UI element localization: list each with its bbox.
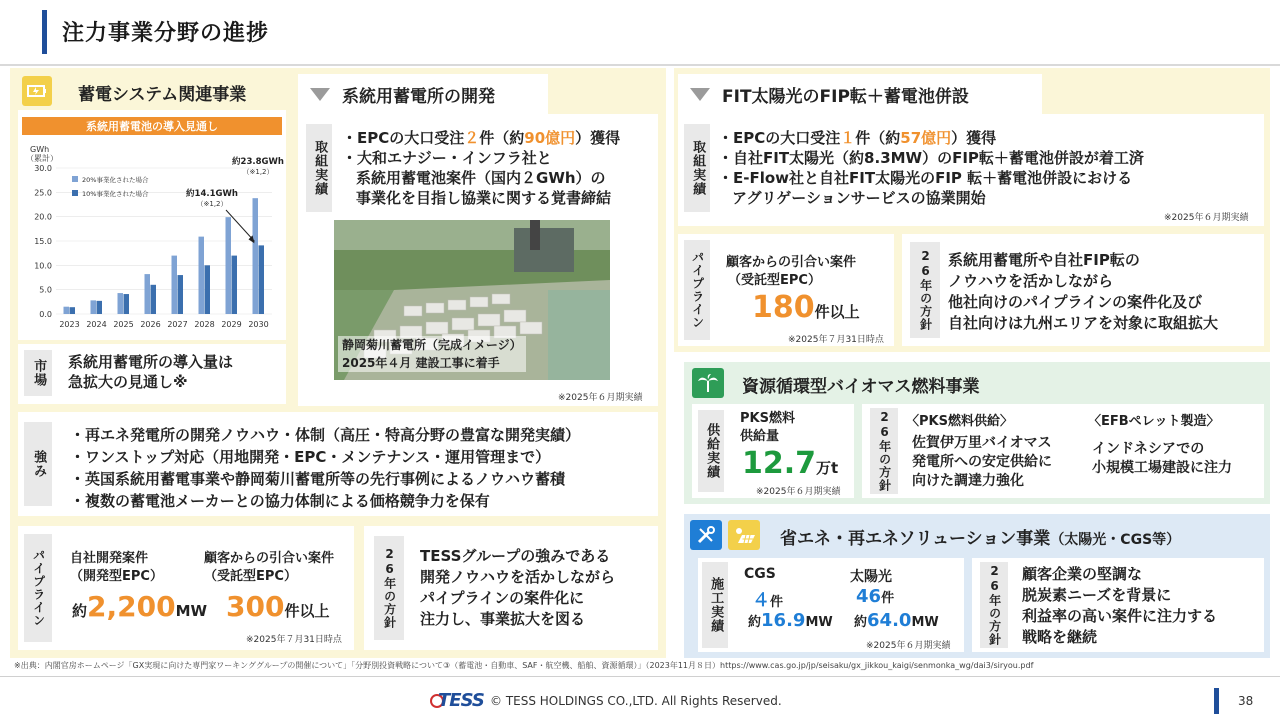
left-policy-tag: 26年の方針 — [374, 536, 404, 640]
x-tick-label: 2030 — [248, 320, 269, 329]
own-dev-label: 自社開発案件 （開発型EPC） — [70, 551, 163, 584]
fit-pipeline-value: 180件以上 — [752, 290, 860, 325]
bar-series-20pct — [253, 198, 259, 314]
eco-policy-text: 顧客企業の堅調な 脱炭素ニーズを背景に 利益率の高い案件に注力する 戦略を継続 — [1022, 565, 1218, 646]
bar-series-20pct — [64, 307, 70, 314]
copyright: © TESS HOLDINGS CO.,LTD. All Rights Reserved. — [490, 694, 782, 708]
page-number-bar — [1214, 688, 1219, 714]
triangle-icon — [690, 88, 710, 101]
bar-series-10pct — [97, 301, 103, 314]
y-axis-label: GWh — [30, 145, 50, 154]
title-divider — [0, 64, 1280, 66]
y-tick-label: 15.0 — [34, 237, 52, 246]
eco-note: ※2025年６月期実績 — [866, 641, 951, 651]
solar-capacity: 約64.0MW — [854, 610, 939, 631]
grid-storage-header — [298, 74, 548, 114]
list-item: ・複数の蓄電池メーカーとの協力体制による価格競争力を保有 — [70, 492, 490, 510]
client-inquiry-value: 300件以上 — [226, 590, 330, 623]
left-policy-text: TESSグループの強みである 開発ノウハウを活かしながら パイプラインの案件化に 注力し、事業拡大を図る — [420, 547, 616, 628]
x-tick-label: 2029 — [221, 320, 242, 329]
tess-logo: TESS — [430, 690, 484, 711]
bar-series-20pct — [118, 293, 124, 314]
legend-swatch — [72, 176, 78, 182]
bar-series-20pct — [226, 217, 232, 314]
list-item: ・英国系統用蓄電事業や静岡菊川蓄電所等の先行事例によるノウハウ蓄積 — [70, 470, 566, 488]
triangle-icon — [310, 88, 330, 101]
strengths-tag: 強み — [24, 422, 52, 506]
client-inquiry-label: 顧客からの引合い案件 （受託型EPC） — [204, 551, 335, 584]
source-footnote: ※出典：内閣官房ホームページ「GX実現に向けた専門家ワーキンググループの開催について」「分野別投資戦略について③（蓄電池・自動車、SAF・航空機、船舶、資源循環）」（2023年11月８日）https://www.cas.go.jp/jp/seisaku/gx_jikkou_kaigi/senmonka_wg/dai3/siryou.pdf — [14, 661, 1034, 670]
storage-business-title: 蓄電システム関連事業 — [78, 85, 247, 105]
bar-series-10pct — [70, 307, 76, 314]
biomass-note: ※2025年６月期実績 — [756, 487, 841, 497]
bar-series-10pct — [151, 285, 157, 314]
annotation-20pct-sub: （※1,2） — [242, 168, 274, 176]
fit-policy-tag: 26年の方針 — [910, 242, 940, 338]
eco-construction-tag: 施工実績 — [702, 562, 728, 648]
palm-tree-icon — [692, 368, 724, 398]
grid-storage-achievements: ・EPCの大口受注２件（約90億円）獲得 ・大和エナジー・インフラ社と 系統用蓄電池案件（国内２GWh）の 事業化を目指し協業に関する覚書締結 — [342, 129, 621, 207]
bar-series-20pct — [172, 256, 178, 314]
annotation-10pct-sub: （※1,2） — [196, 200, 228, 208]
bar-series-10pct — [178, 275, 184, 314]
fit-solar-note: ※2025年６月期実績 — [1164, 213, 1249, 223]
bar-series-10pct — [124, 294, 130, 314]
cgs-label: CGS — [744, 566, 776, 582]
eco-solutions-title: 省エネ・再エネソリューション事業（太陽光・CGS等） — [780, 529, 1181, 549]
fit-solar-header — [678, 74, 1042, 114]
solar-label: 太陽光 — [850, 569, 892, 585]
strengths-list — [70, 424, 580, 512]
bar-series-10pct — [259, 245, 265, 314]
title-accent-bar — [42, 10, 47, 54]
list-item: ・ワンストップ対応（用地開発・EPC・メンテナンス・運用管理まで） — [70, 448, 551, 466]
chart-title: 系統用蓄電池の導入見通し — [22, 117, 282, 135]
x-tick-label: 2027 — [167, 320, 188, 329]
battery-icon — [22, 76, 52, 106]
fit-pipeline-label: 顧客からの引合い案件 （受託型EPC） — [726, 255, 857, 288]
left-pipeline-tag: パイプライン — [24, 534, 52, 642]
biomass-supply-tag: 供給実績 — [698, 410, 724, 492]
eco-policy-tag: 26年の方針 — [980, 562, 1008, 648]
cgs-capacity: 約16.9MW — [748, 610, 833, 631]
y-tick-label: 5.0 — [39, 285, 52, 295]
grid-storage-tag: 取組実績 — [306, 124, 332, 212]
fit-solar-achievements: ・EPCの大口受注１件（約57億円）獲得 ・自社FIT太陽光（約8.3MW）のFIP転＋蓄電池併設が着工済 ・E-Flow社と自社FIT太陽光のFIP 転＋蓄電池併設における アグリゲーションサービスの協業開始 — [718, 129, 1144, 207]
y-tick-label: 10.0 — [34, 261, 52, 271]
pks-supply-text: 佐賀伊万里バイオマス 発電所への安定供給に 向けた調達力強化 — [912, 435, 1052, 489]
fit-policy-text: 系統用蓄電所や自社FIP転の ノウハウを活かしながら 他社向けのパイプラインの案件化及び 自社向けは九州エリアを対象に取組拡大 — [948, 251, 1219, 332]
bar-series-10pct — [205, 265, 211, 314]
page-number: 38 — [1238, 694, 1254, 708]
efb-pellet-heading: 〈EFBペレット製造〉 — [1088, 414, 1220, 429]
fit-pipeline-note: ※2025年７月31日時点 — [788, 335, 884, 345]
y-tick-label: 25.0 — [34, 188, 52, 198]
solar-panel-icon — [728, 520, 760, 550]
bar-series-20pct — [199, 237, 205, 314]
own-dev-value: 約2,200MW — [72, 590, 208, 623]
footer-divider — [0, 676, 1280, 677]
biomass-policy-tag: 26年の方針 — [870, 408, 898, 494]
storage-forecast-chart — [22, 140, 284, 336]
solar-count: 46件 — [856, 586, 895, 607]
market-tag: 市場 — [24, 350, 52, 396]
bar-series-10pct — [232, 256, 238, 314]
bar-series-20pct — [91, 300, 97, 314]
legend-swatch — [72, 190, 78, 196]
tools-icon — [690, 520, 722, 550]
legend-label: 20%事業化された場合 — [82, 176, 149, 184]
bar-series-20pct — [145, 274, 151, 314]
x-tick-label: 2025 — [113, 320, 134, 329]
legend-label: 10%事業化された場合 — [82, 190, 149, 198]
list-item: ・再エネ発電所の開発ノウハウ・体制（高圧・特高分野の豊富な開発実績） — [70, 426, 581, 444]
efb-pellet-text: インドネシアでの 小規模工場建設に注力 — [1092, 441, 1232, 476]
y-tick-label: 0.0 — [39, 310, 52, 319]
annotation-10pct: 約14.1GWh — [186, 189, 238, 199]
market-text: 系統用蓄電所の導入量は 急拡大の見通し※ — [68, 353, 234, 391]
pks-supply-label: PKS燃料 供給量 — [740, 411, 795, 444]
page-title: 注力事業分野の進捗 — [62, 21, 270, 46]
biomass-title: 資源循環型バイオマス燃料事業 — [742, 377, 980, 397]
fit-pipeline-tag: パイプライン — [684, 240, 710, 340]
x-tick-label: 2026 — [140, 320, 161, 329]
x-tick-label: 2023 — [59, 320, 80, 329]
fit-solar-tag: 取組実績 — [684, 124, 710, 212]
x-tick-label: 2024 — [86, 320, 107, 329]
grid-storage-note: ※2025年６月期実績 — [558, 393, 643, 403]
pks-supply-heading: 〈PKS燃料供給〉 — [906, 414, 1013, 429]
y-tick-label: 20.0 — [34, 212, 52, 222]
cgs-count: ４件 — [752, 590, 784, 611]
pks-supply-value: 12.7万t — [742, 446, 839, 481]
grid-storage-title: 系統用蓄電所の開発 — [342, 86, 495, 107]
y-tick-label: 30.0 — [34, 164, 52, 173]
photo-caption: 静岡菊川蓄電所（完成イメージ） 2025年４月 建設工事に着手 — [338, 336, 526, 372]
left-pipeline-note: ※2025年７月31日時点 — [246, 635, 342, 645]
y-axis-label-sub: （累計） — [26, 154, 58, 163]
fit-solar-title: FIT太陽光のFIP転＋蓄電池併設 — [722, 86, 969, 107]
annotation-20pct: 約23.8GWh — [232, 157, 284, 167]
x-tick-label: 2028 — [194, 320, 215, 329]
